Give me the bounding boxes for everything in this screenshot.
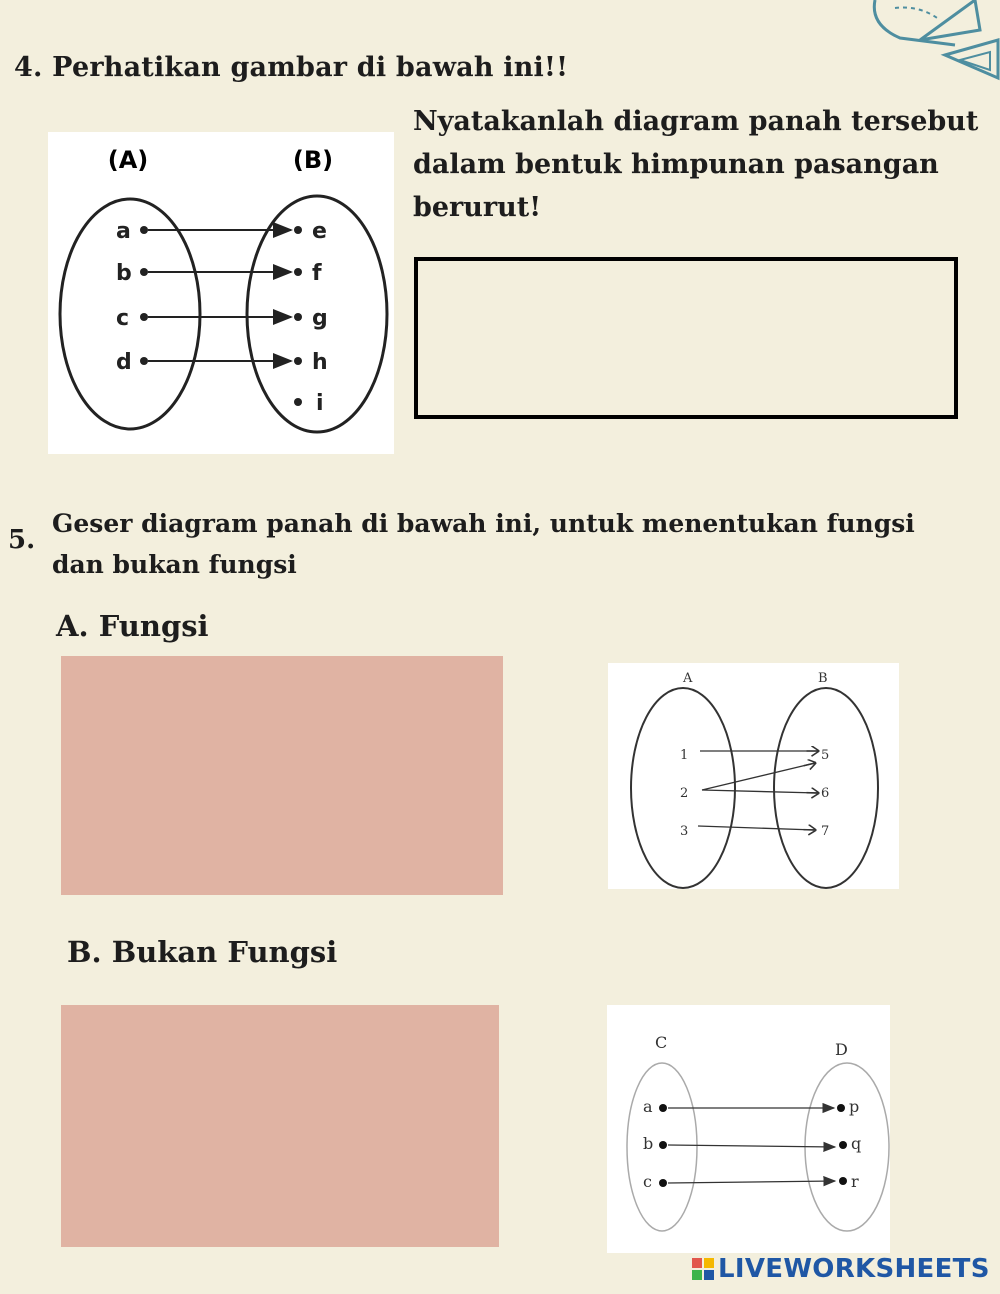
codomain-label-f: f — [312, 261, 322, 286]
domain-label-b: b — [116, 261, 132, 286]
codomain-label-h: h — [312, 350, 328, 375]
draggable-diagram-2[interactable] — [607, 1005, 890, 1253]
liveworksheets-logo — [692, 1254, 990, 1284]
codomain-label-i: i — [316, 391, 324, 416]
geometry-decoration-icon — [860, 0, 1000, 90]
question-4-title: 4. Perhatikan gambar di bawah ini!! — [14, 52, 569, 83]
set-a-label: (A) — [107, 146, 149, 174]
codomain-label-g: g — [312, 306, 328, 331]
left-item-c: c — [643, 1172, 652, 1191]
q4-arrow-diagram — [48, 132, 394, 454]
right-item-5: 5 — [821, 748, 830, 763]
set-b-label: (B) — [292, 146, 334, 174]
brand-name: LIVEWORKSHEETS — [718, 1254, 990, 1284]
draggable-diagram-1[interactable] — [608, 663, 899, 889]
set-d-label: D — [835, 1040, 848, 1059]
drop-zone-bukan-fungsi[interactable] — [61, 1005, 499, 1247]
right-item-r: r — [851, 1172, 859, 1191]
question-4-instruction: Nyatakanlah diagram panah tersebut dalam bentuk himpunan pasangan berurut! — [413, 106, 979, 223]
right-item-p: p — [849, 1097, 860, 1116]
question-5-number: 5. — [8, 525, 36, 555]
category-fungsi-label: A. Fungsi — [56, 609, 209, 643]
domain-label-a: a — [116, 219, 131, 244]
diagram-2-svg — [607, 1005, 890, 1253]
q4-arrow-diagram-svg — [48, 132, 394, 454]
left-item-1: 1 — [680, 748, 689, 763]
left-item-2: 2 — [680, 786, 689, 801]
right-item-q: q — [851, 1134, 862, 1153]
diagram-1-svg — [608, 663, 899, 889]
left-item-3: 3 — [680, 824, 689, 839]
left-item-a: a — [643, 1097, 653, 1116]
right-item-7: 7 — [821, 824, 830, 839]
drop-zone-fungsi[interactable] — [61, 656, 503, 895]
logo-grid-icon — [692, 1258, 714, 1280]
set-c-label: C — [655, 1033, 668, 1052]
domain-label-d: d — [116, 350, 132, 375]
question-5-instruction: Geser diagram panah di bawah ini, untuk menentukan fungsi dan bukan fungsi — [52, 509, 915, 579]
right-item-6: 6 — [821, 786, 830, 801]
answer-input-box[interactable] — [414, 257, 958, 419]
category-bukan-fungsi-label: B. Bukan Fungsi — [67, 935, 338, 969]
codomain-label-e: e — [312, 219, 327, 244]
set-left-label: A — [683, 671, 693, 686]
left-item-b: b — [643, 1134, 654, 1153]
domain-label-c: c — [116, 306, 130, 331]
set-right-label: B — [818, 671, 828, 686]
